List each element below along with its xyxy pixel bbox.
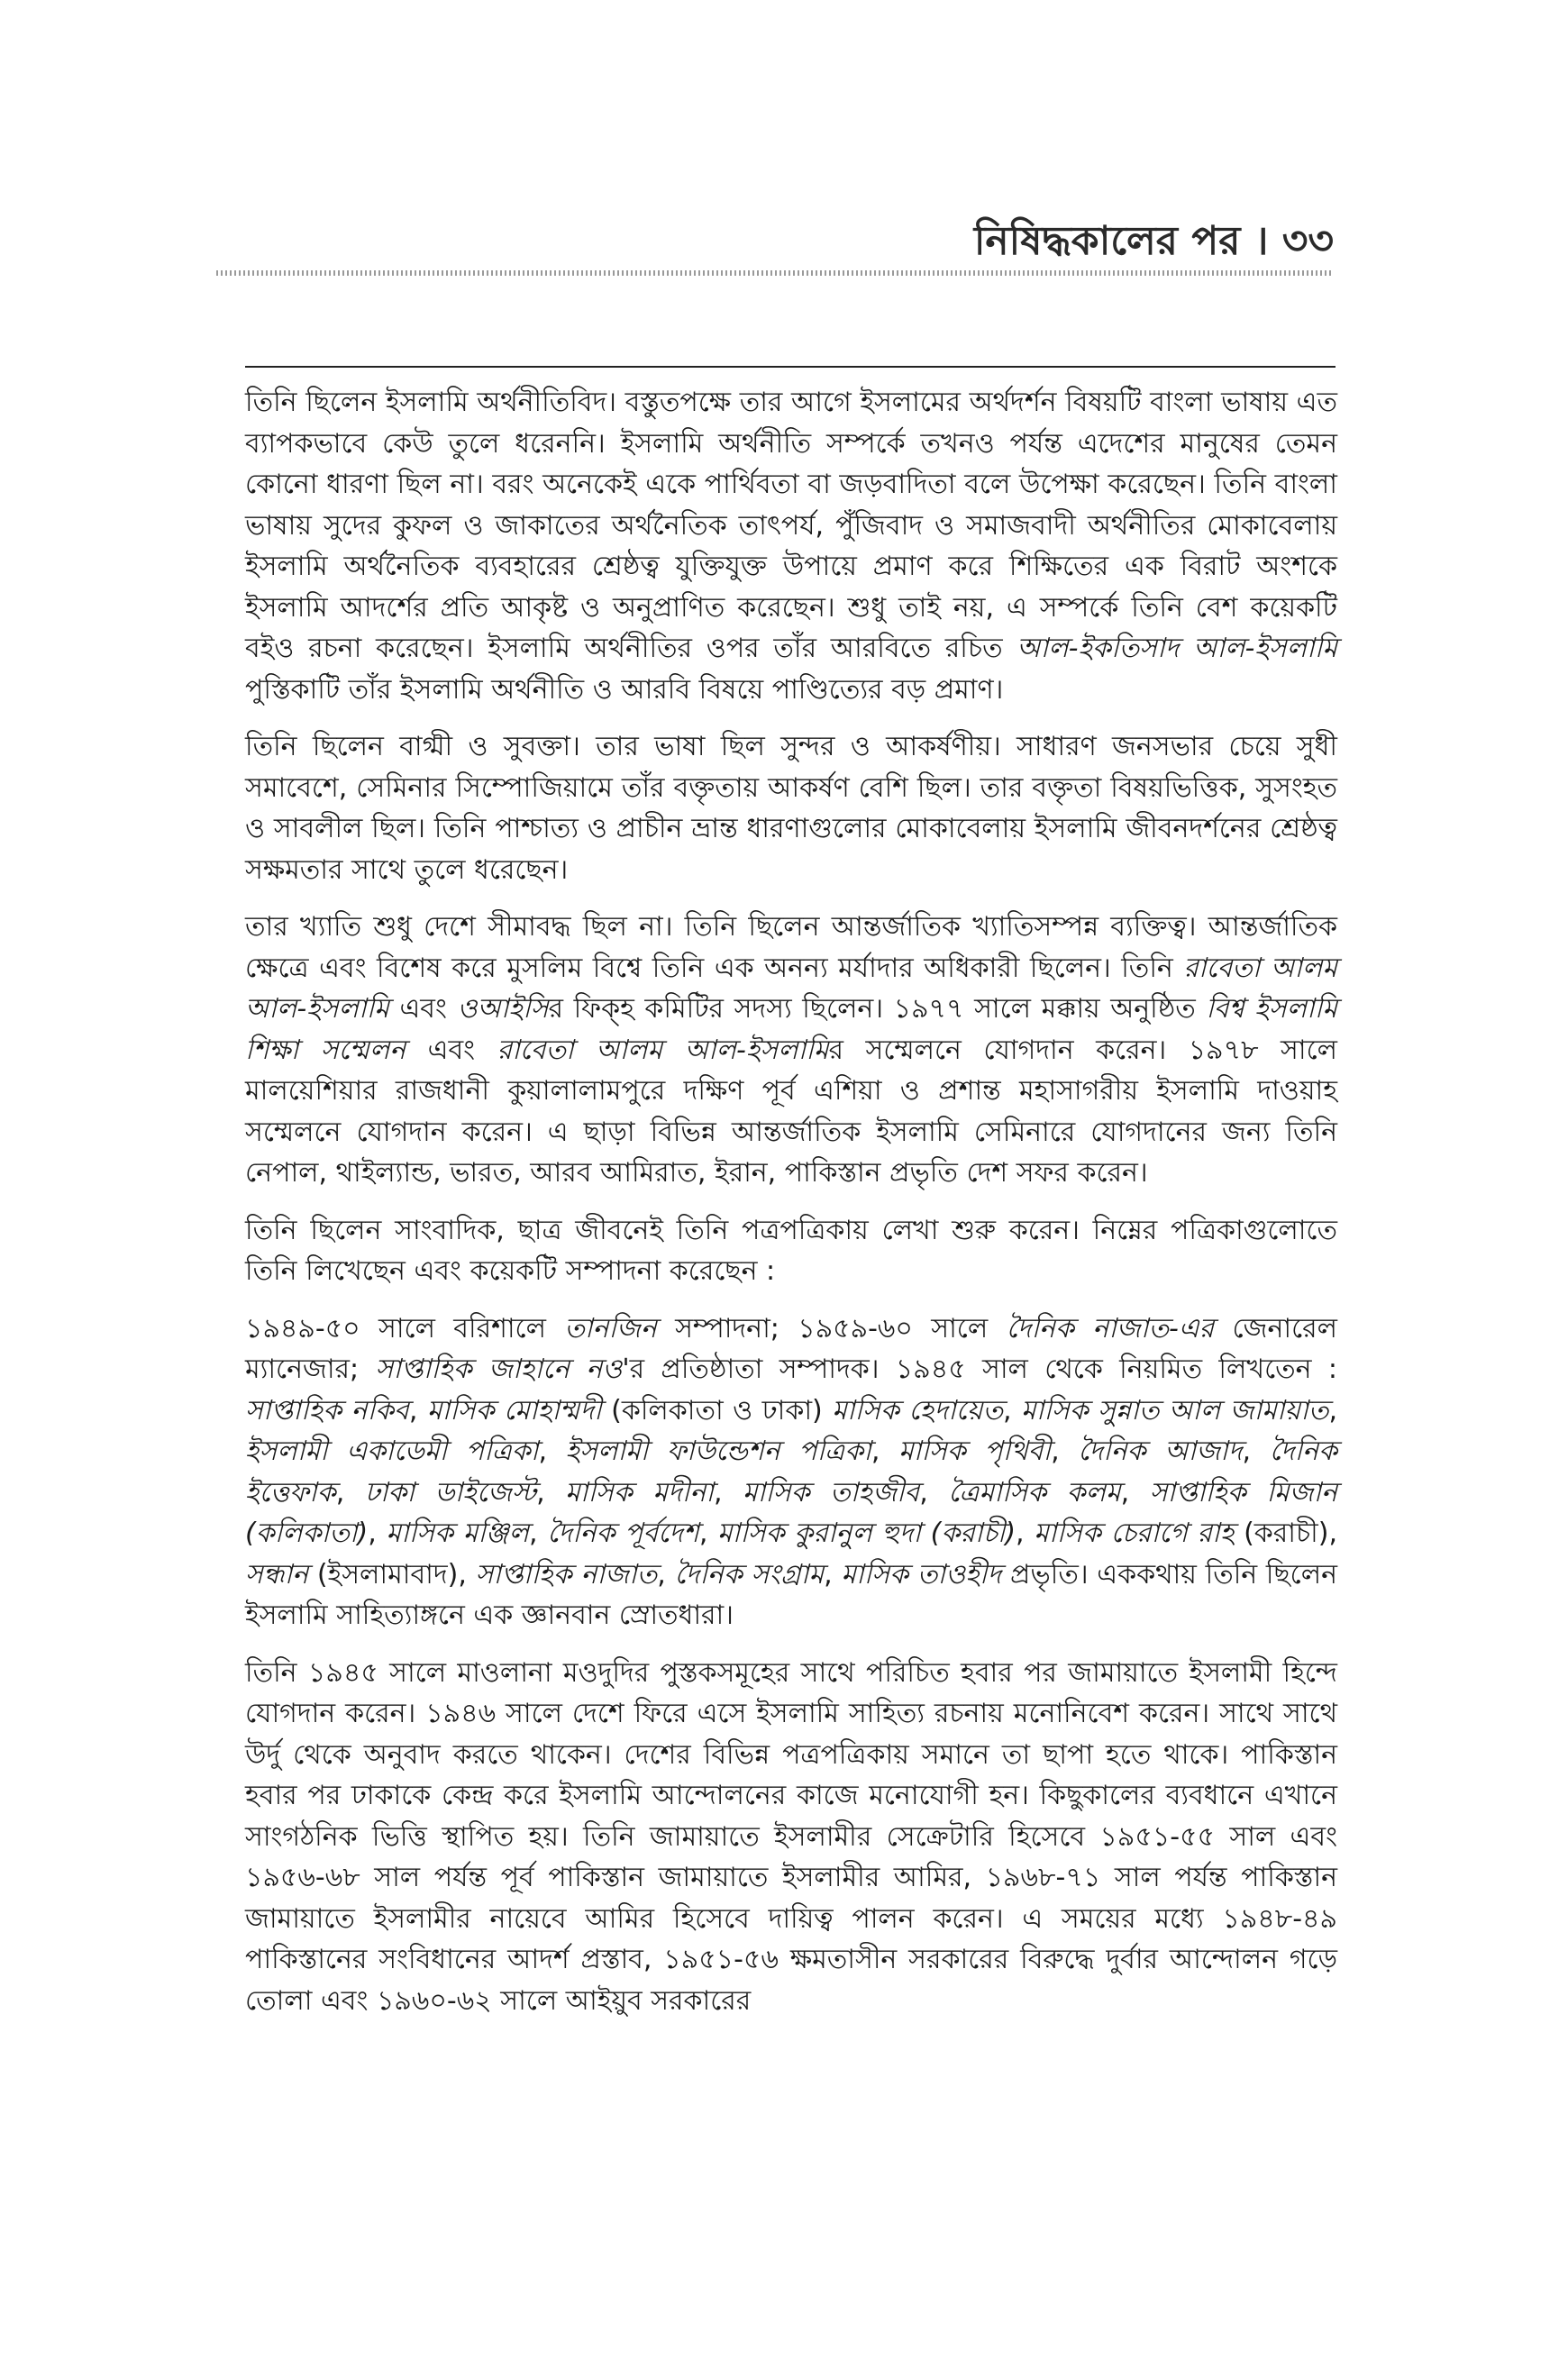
- text-run: ,: [1328, 1394, 1337, 1426]
- text-run: 'র প্রতিষ্ঠাতা সম্পাদক। ১৯৪৫ সাল থেকে নিয়মিত লিখতেন :: [622, 1354, 1337, 1385]
- text-run: ,: [538, 1436, 566, 1467]
- text-run: ,: [713, 1476, 743, 1509]
- text-run: সম্পাদনা; ১৯৫৯-৬০ সালে: [656, 1312, 1007, 1344]
- italic-title: সাপ্তাহিক মিজান (কলিকাতা): [245, 1476, 1338, 1549]
- italic-title: মাসিক তাওহীদ: [841, 1558, 1002, 1591]
- italic-title: মাসিক মোহাম্মদী: [426, 1394, 602, 1426]
- text-run: ,: [1120, 1476, 1150, 1509]
- italic-title: মাসিক হেদায়েত: [832, 1394, 1004, 1426]
- italic-title: দৈনিক নাজাত-এর: [1006, 1312, 1215, 1344]
- running-header: নিষিদ্ধকালের পর । ৩৩: [973, 218, 1334, 264]
- header-dotted-rule: [216, 270, 1334, 276]
- italic-title: দৈনিক ইত্তেফাক: [245, 1436, 1338, 1509]
- italic-title: মাসিক মঞ্জিল: [386, 1518, 530, 1549]
- text-run: ,: [919, 1476, 949, 1509]
- italic-title: ইসলামী একাডেমী পত্রিকা: [245, 1436, 539, 1467]
- text-run: ,: [698, 1518, 717, 1549]
- body-text: [245, 382, 1337, 2037]
- text-run: ,: [368, 1518, 387, 1549]
- italic-title: মাসিক কুরানুল হুদা (করাচী): [716, 1518, 1016, 1549]
- text-run: ,: [335, 1476, 365, 1509]
- italic-title: সাপ্তাহিক নকিব: [245, 1394, 409, 1426]
- text-run: ,: [408, 1394, 427, 1426]
- italic-title: তানজিন: [564, 1312, 657, 1344]
- text-run: ,: [1016, 1518, 1035, 1549]
- italic-title: বিশ্ব ইসলামি শিক্ষা সম্মেলন: [245, 993, 1337, 1066]
- italic-title: রাবেতা আলম আল-ইসলামি: [245, 952, 1337, 1025]
- text-run: (ইসলামাবাদ),: [308, 1558, 476, 1591]
- text-run: তিনি ১৯৪৫ সালে মাওলানা মওদুদির পুস্তকসমূহের সাথে পরিচিত হবার পর জামায়াতে ইসলামী হিন্দে যোগদান করেন। ১৯৪৬ সালে দেশে ফিরে এসে ইসলামি সাহিত্য রচনায় মনোনিবেশ করেন। সাথে সাথে উর্দু থেকে অনুবাদ করতে থাকেন। দেশের বিভিন্ন পত্রপত্রিকায় সমানে তা ছাপা হতে থাকে। পাকিস্তান হবার পর ঢাকাকে কেন্দ্র করে ইসলামি আন্দোলনের কাজে মনোযোগী হন। কিছুকালের ব্যবধানে এখানে সাংগঠনিক ভিত্তি স্থাপিত হয়। তিনি জামায়াতে ইসলামীর সেক্রেটারি হিসেবে ১৯৫১-৫৫ সাল এবং ১৯৫৬-৬৮ সাল পর্যন্ত পূর্ব পাকিস্তান জামায়াতে ইসলামীর আমির, ১৯৬৮-৭১ সাল পর্যন্ত পাকিস্তান জামায়াতে ইসলামীর নায়েবে আমির হিসেবে দায়িত্ব পালন করেন। এ সময়ের মধ্যে ১৯৪৮-৪৯ পাকিস্তানের সংবিধানের আদর্শ প্রস্তাব, ১৯৫১-৫৬ ক্ষমতাসীন সরকারের বিরুদ্ধে দুর্বার আন্দোলন গড়ে তোলা এবং ১৯৬০-৬২ সালে আইয়ুব সরকারের: [245, 1656, 1337, 2017]
- italic-title: দৈনিক সংগ্রাম: [674, 1558, 825, 1591]
- text-run: ,: [824, 1558, 842, 1591]
- text-run: ,: [1003, 1394, 1022, 1426]
- italic-title: দৈনিক পূর্বদেশ: [547, 1518, 699, 1549]
- italic-title: মাসিক মদীনা: [565, 1476, 714, 1509]
- text-run: র সম্মেলনে যোগদান করেন। ১৯৭৮ সালে মালয়েশিয়ার রাজধানী কুয়ালালামপুরে দক্ষিণ পূর্ব এশিয়া ও প্রশান্ত মহাসাগরীয় ইসলামি দাওয়াহ সম্মেলনে যোগদান করেন। এ ছাড়া বিভিন্ন আন্তর্জাতিক ইসলামি সেমিনারে যোগদানের জন্য তিনি নেপাল, থাইল্যান্ড, ভারত, আরব আমিরাত, ইরান, পাকিস্তান প্রভৃতি দেশ সফর করেন।: [245, 1034, 1337, 1189]
- section-divider-rule: [245, 366, 1336, 368]
- text-run: তিনি ছিলেন সাংবাদিক, ছাত্র জীবনেই তিনি পত্রপত্রিকায় লেখা শুরু করেন। নিম্নের পত্রিকাগুলোতে তিনি লিখেছেন এবং কয়েকটি সম্পাদনা করেছেন :: [245, 1214, 1337, 1287]
- text-run: ,: [657, 1558, 675, 1591]
- italic-title: ওআইসি: [457, 993, 549, 1025]
- text-run: তিনি ছিলেন বাগ্মী ও সুবক্তা। তার ভাষা ছিল সুন্দর ও আকর্ষণীয়। সাধারণ জনসভার চেয়ে সুধী সমাবেশে, সেমিনার সিম্পোজিয়ামে তাঁর বক্তৃতায় আকর্ষণ বেশি ছিল। তার বক্তৃতা বিষয়ভিত্তিক, সুসংহত ও সাবলীল ছিল। তিনি পাশ্চাত্য ও প্রাচীন ভ্রান্ত ধারণাগুলোর মোকাবেলায় ইসলামি জীবনদর্শনের শ্রেষ্ঠত্ব সক্ষমতার সাথে তুলে ধরেছেন।: [245, 731, 1337, 886]
- italic-title: সন্ধান: [245, 1558, 309, 1591]
- text-run: এবং: [406, 1034, 497, 1066]
- text-run: ,: [529, 1518, 548, 1549]
- text-run: ,: [1051, 1436, 1079, 1467]
- italic-title: মাসিক তাহজীব: [742, 1476, 920, 1509]
- text-run: ,: [871, 1436, 899, 1467]
- italic-title: মাসিক চেরাগে রাহ: [1034, 1518, 1235, 1549]
- italic-title: ত্রৈমাসিক কলম: [948, 1476, 1121, 1509]
- text-run: (কলিকাতা ও ঢাকা): [601, 1394, 833, 1426]
- italic-title: দৈনিক আজাদ: [1078, 1436, 1243, 1467]
- text-run: প্রভৃতি। এককথায় তিনি ছিলেন ইসলামি সাহিত্যাঙ্গনে এক জ্ঞানবান স্রোতধারা।: [245, 1558, 1338, 1631]
- italic-title: ঢাকা ডাইজেস্ট: [364, 1476, 537, 1509]
- text-run: ১৯৪৯-৫০ সালে বরিশালে: [245, 1312, 565, 1344]
- text-run: তিনি ছিলেন ইসলামি অর্থনীতিবিদ। বস্তুতপক্ষে তার আগে ইসলামের অর্থদর্শন বিষয়টি বাংলা ভাষায় এত ব্যাপকভাবে কেউ তুলে ধরেননি। ইসলামি অর্থনীতি সম্পর্কে তখনও পর্যন্ত এদেশের মানুষের তেমন কোনো ধারণা ছিল না। বরং অনেকেই একে পার্থিবতা বা জড়বাদিতা বলে উপেক্ষা করেছেন। তিনি বাংলা ভাষায় সুদের কুফল ও জাকাতের অর্থনৈতিক তাৎপর্য, পুঁজিবাদ ও সমাজবাদী অর্থনীতির মোকাবেলায় ইসলামি অর্থনৈতিক ব্যবহারের শ্রেষ্ঠত্ব যুক্তিযুক্ত উপায়ে প্রমাণ করে শিক্ষিতের এক বিরাট অংশকে ইসলামি আদর্শের প্রতি আকৃষ্ট ও অনুপ্রাণিত করেছেন। শুধু তাই নয়, এ সম্পর্কে তিনি বেশ কয়েকটি বইও রচনা করেছেন। ইসলামি অর্থনীতির ওপর তাঁর আরবিতে রচিত: [245, 387, 1337, 664]
- text-run: র ফিক্হ কমিটির সদস্য ছিলেন। ১৯৭৭ সালে মক্কায় অনুষ্ঠিত: [548, 993, 1207, 1025]
- paragraph-economist: [245, 382, 1337, 710]
- italic-title: মাসিক সুন্নাত আল জামায়াত: [1021, 1394, 1329, 1426]
- italic-title: আল-ইকতিসাদ আল-ইসলামি: [1016, 633, 1337, 664]
- text-run: ,: [1242, 1436, 1270, 1467]
- italic-title: সাপ্তাহিক নাজাত: [475, 1558, 658, 1591]
- text-run: জেনারেল ম্যানেজার;: [245, 1312, 1337, 1385]
- text-run: তার খ্যাতি শুধু দেশে সীমাবদ্ধ ছিল না। তিনি ছিলেন আন্তর্জাতিক খ্যাতিসম্পন্ন ব্যক্তিত্ব। আন্তর্জাতিক ক্ষেত্রে এবং বিশেষ করে মুসলিম বিশ্বে তিনি এক অনন্য মর্যাদার অধিকারী ছিলেন। তিনি: [245, 911, 1337, 984]
- text-run: ,: [536, 1476, 566, 1509]
- text-run: পুস্তিকাটি তাঁর ইসলামি অর্থনীতি ও আরবি বিষয়ে পাণ্ডিত্যের বড় প্রমাণ।: [245, 673, 1004, 706]
- paragraph-journalist: [245, 1210, 1337, 1292]
- paragraph-international-fame: [245, 907, 1337, 1194]
- text-run: (করাচী),: [1234, 1518, 1338, 1549]
- italic-title: সাপ্তাহিক জাহানে নও: [375, 1354, 623, 1385]
- italic-title: ইসলামী ফাউন্ডেশন পত্রিকা: [565, 1436, 871, 1467]
- italic-title: মাসিক পৃথিবী: [898, 1436, 1052, 1467]
- paragraph-orator: [245, 726, 1337, 890]
- text-run: এবং: [388, 993, 458, 1025]
- paragraph-jamaat-career: [245, 1653, 1337, 2022]
- paragraph-periodicals: [245, 1308, 1337, 1636]
- italic-title: রাবেতা আলম আল-ইসলামি: [497, 1034, 829, 1066]
